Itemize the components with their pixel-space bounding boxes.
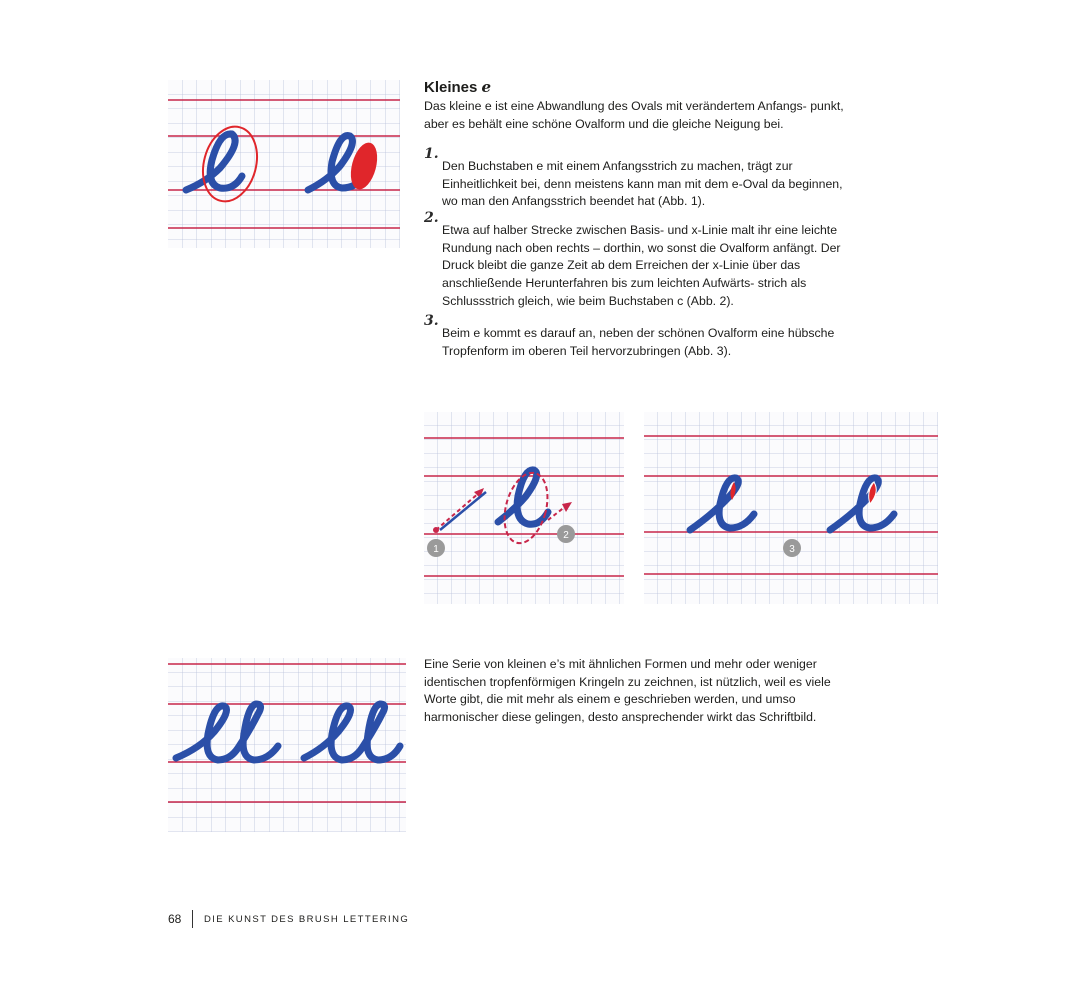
figure-abb-3 bbox=[644, 412, 938, 604]
figure-label-1: 1 bbox=[433, 544, 439, 555]
step-number: 3. bbox=[424, 313, 439, 329]
step-3 bbox=[424, 313, 854, 373]
step-text: Etwa auf halber Strecke zwischen Basis- und x-Linie malt ihr eine leichte Rundung nach oben rechts – dorthin, wo sonst die Ovalform anfängt. Der Druck bleibt die ganze Zeit ab dem Erreichen der x-Linie über das anschließende Herunterfahren bis zum leichten Aufwärts- strich als Schlussstrich gleich, wie beim Buchstaben c (Abb. 2). bbox=[442, 223, 841, 308]
step-number: 2. bbox=[424, 210, 439, 226]
figure-label-2: 2 bbox=[563, 530, 569, 541]
section-title bbox=[424, 78, 491, 96]
figure-e-series bbox=[168, 658, 406, 832]
figure-abb-1-2 bbox=[424, 412, 624, 604]
intro-paragraph: Das kleine e ist eine Abwandlung des Ovals mit verändertem Anfangs- punkt, aber es behält eine schöne Ovalform und die gleiche Neigung bei. bbox=[424, 99, 844, 131]
step-text: Beim e kommt es darauf an, neben der schönen Ovalform eine hübsche Tropfenform im oberen Teil hervorzubringen (Abb. 3). bbox=[442, 326, 835, 358]
running-title: DIE KUNST DES BRUSH LETTERING bbox=[204, 914, 410, 925]
figure-label-3: 3 bbox=[789, 544, 795, 555]
figure-oval-e bbox=[168, 80, 400, 248]
page-number: 68 bbox=[168, 912, 182, 926]
footer-divider bbox=[192, 910, 193, 928]
section-title-prefix: Kleines bbox=[424, 79, 482, 96]
step-text: Den Buchstaben e mit einem Anfangsstrich zu machen, trägt zur Einheitlichkeit bei, denn meistens kann man mit dem e-Oval da beginnen, wo man den Anfangsstrich beendet hat (Abb. 1). bbox=[442, 159, 843, 209]
step-2 bbox=[424, 210, 854, 323]
section-title-letter: e bbox=[481, 78, 492, 96]
series-paragraph: Eine Serie von kleinen e’s mit ähnlichen Formen und mehr oder weniger identischen tropfenförmigen Kringeln zu zeichnen, ist nützlich, weil es viele Worte gibt, die mit mehr als einem e geschrieben werden, und umso harmonischer diese gelingen, desto ansprechender wirkt das Schriftbild. bbox=[424, 657, 831, 724]
step-number: 1. bbox=[424, 146, 439, 162]
